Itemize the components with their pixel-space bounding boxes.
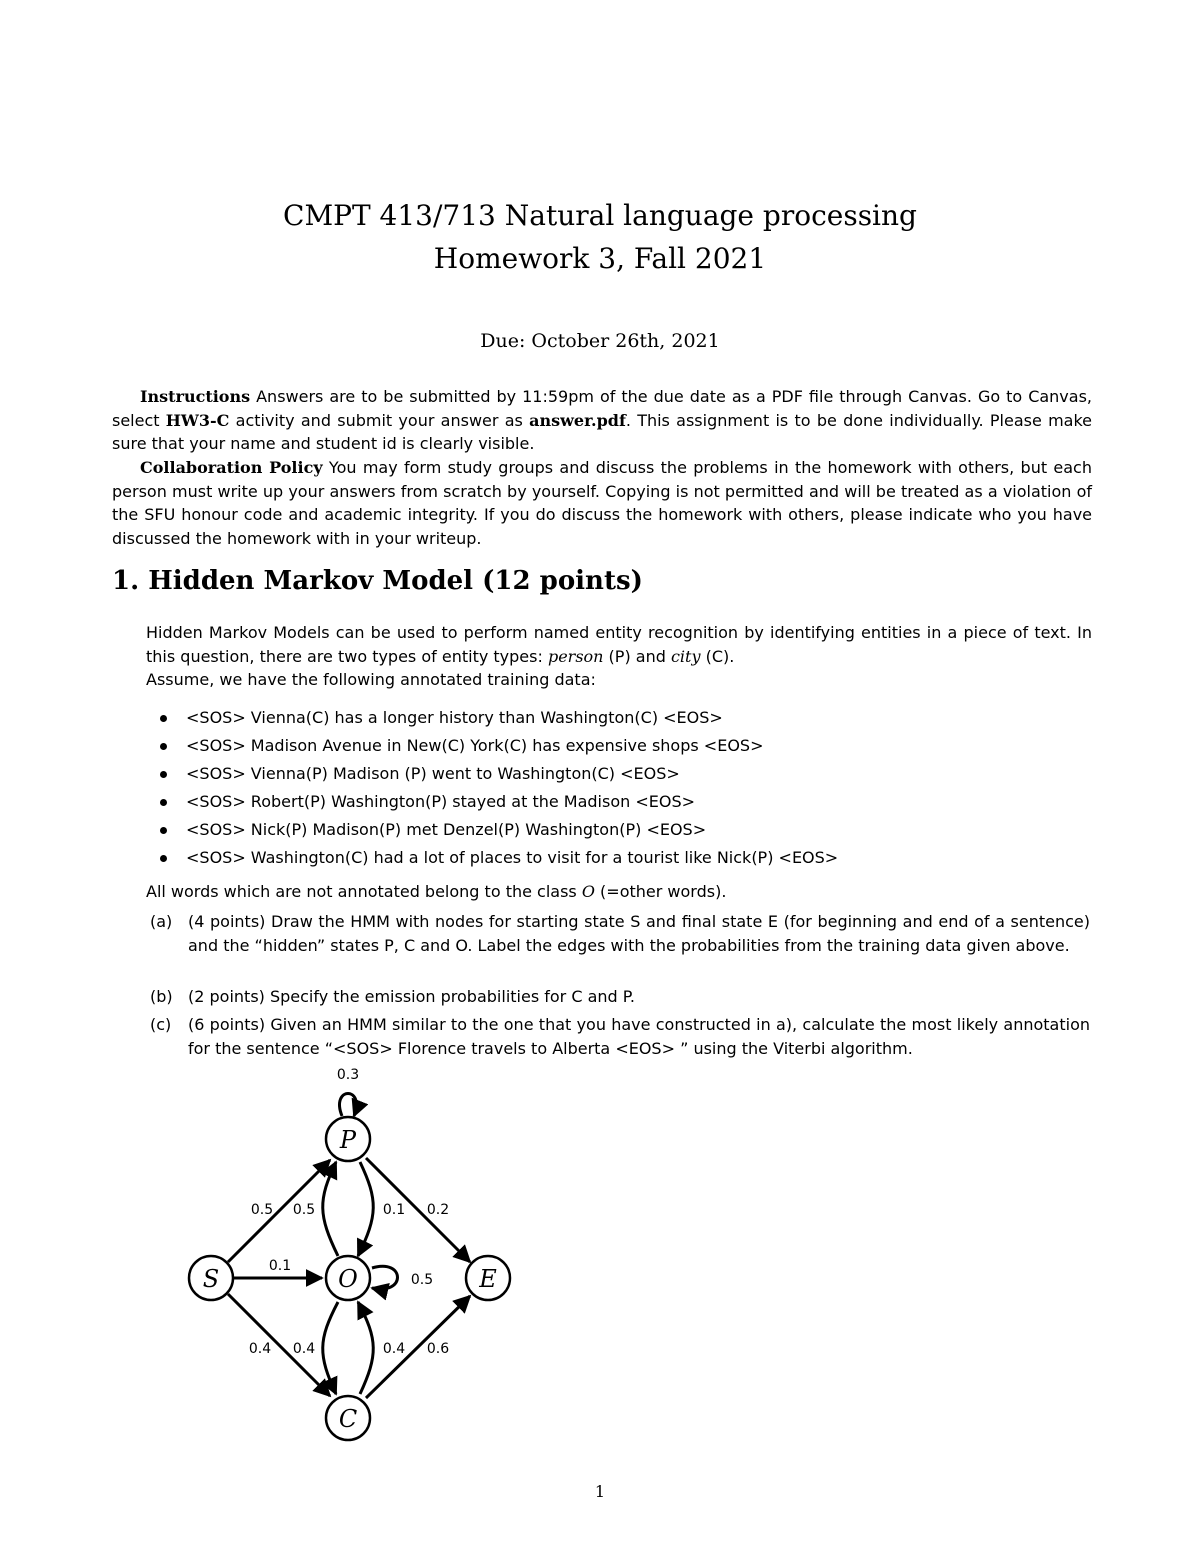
question-label: (c) bbox=[150, 1015, 172, 1034]
node-p-label: P bbox=[339, 1126, 357, 1154]
question-text: (6 points) Given an HMM similar to the one that you have constructed in a), calculate the most likely annotation for the sentence “<SOS> Florence travels to Alberta <EOS> ” using the Viterbi algorithm. bbox=[188, 1015, 1090, 1058]
label-s-c: 0.4 bbox=[248, 1341, 272, 1357]
edge-c-o bbox=[358, 1302, 373, 1394]
label-c-o: 0.4 bbox=[382, 1341, 406, 1357]
node-e-label: E bbox=[479, 1265, 497, 1293]
note-text: (=other words). bbox=[594, 882, 727, 901]
collaboration-text: You may form study groups and discuss the problems in the homework with others, but each person must write up your answers from scratch by yourself. Copying is not permitted and will be treated as a violation of the SFU honour code and academic integrity. If you do discuss the homework with others, please indicate who you have discussed the homework with in your writeup. bbox=[112, 458, 1092, 548]
list-item: <SOS> Washington(C) had a lot of places to visit for a tourist like Nick(P) <EOS> bbox=[146, 844, 838, 872]
edge-p-self bbox=[340, 1094, 357, 1117]
list-item: <SOS> Robert(P) Washington(P) stayed at the Madison <EOS> bbox=[146, 788, 838, 816]
instructions-text: Answers are to be submitted by 11:59pm of the due date as a PDF file through Canvas. Go to Canvas, select bbox=[112, 387, 1092, 430]
list-item: <SOS> Vienna(P) Madison (P) went to Washington(C) <EOS> bbox=[146, 760, 838, 788]
intro-text: (C). bbox=[700, 646, 735, 666]
doc-title-line1: CMPT 413/713 Natural language processing bbox=[283, 199, 917, 232]
label-p-o: 0.1 bbox=[382, 1202, 406, 1218]
intro-text: (P) and bbox=[603, 646, 671, 666]
label-o-p: 0.5 bbox=[292, 1202, 316, 1218]
label-c-e: 0.6 bbox=[426, 1341, 450, 1357]
question-text: (4 points) Draw the HMM with nodes for starting state S and final state E (for beginning and end of a sentence) and the “hidden” states P, C and O. Label the edges with the probabilities from the training data given above. bbox=[188, 912, 1090, 955]
entity-type-person: person bbox=[547, 646, 604, 666]
edge-o-c bbox=[323, 1302, 338, 1394]
label-s-p: 0.5 bbox=[250, 1202, 274, 1218]
section-heading: 1. Hidden Markov Model (12 points) bbox=[112, 566, 643, 596]
class-o: O bbox=[581, 882, 595, 901]
edge-o-self bbox=[372, 1266, 398, 1289]
node-o-label: O bbox=[338, 1265, 358, 1293]
list-item: <SOS> Vienna(C) has a longer history than Washington(C) <EOS> bbox=[146, 704, 838, 732]
edge-p-e bbox=[366, 1158, 470, 1262]
edge-o-p bbox=[323, 1162, 338, 1256]
activity-name: HW3-C bbox=[165, 410, 230, 430]
entity-type-city: city bbox=[670, 646, 701, 666]
edge-c-e bbox=[366, 1296, 470, 1398]
label-p-e: 0.2 bbox=[426, 1202, 450, 1218]
page-number: 1 bbox=[594, 1482, 606, 1501]
list-item: <SOS> Nick(P) Madison(P) met Denzel(P) Washington(P) <EOS> bbox=[146, 816, 838, 844]
label-s-o: 0.1 bbox=[268, 1258, 292, 1274]
instructions-text: . This assignment is to be done individually. Please make sure that your name and student id is clearly visible. bbox=[112, 410, 1092, 453]
intro-text: Hidden Markov Models can be used to perform named entity recognition by identifying entities in a piece of text. In this question, there are two types of entity types: bbox=[146, 623, 1092, 666]
label-o-self: 0.5 bbox=[410, 1272, 434, 1288]
list-item: <SOS> Madison Avenue in New(C) York(C) has expensive shops <EOS> bbox=[146, 732, 838, 760]
doc-title-line2: Homework 3, Fall 2021 bbox=[433, 242, 767, 275]
collaboration-label: Collaboration Policy bbox=[140, 458, 323, 477]
question-label: (b) bbox=[150, 987, 173, 1006]
due-date: Due: October 26th, 2021 bbox=[480, 330, 720, 352]
node-c-label: C bbox=[338, 1405, 358, 1433]
question-text: (2 points) Specify the emission probabilities for C and P. bbox=[188, 987, 636, 1006]
edge-p-o bbox=[358, 1162, 373, 1256]
assume-text: Assume, we have the following annotated training data: bbox=[146, 670, 596, 689]
answer-filename: answer.pdf bbox=[529, 410, 626, 430]
label-p-self: 0.3 bbox=[336, 1067, 360, 1083]
label-o-c: 0.4 bbox=[292, 1341, 316, 1357]
note-text: All words which are not annotated belong to the class bbox=[146, 882, 582, 901]
instructions-text: activity and submit your answer as bbox=[229, 410, 530, 430]
node-s-label: S bbox=[202, 1265, 220, 1293]
instructions-label: Instructions bbox=[140, 387, 251, 406]
question-label: (a) bbox=[150, 912, 173, 931]
